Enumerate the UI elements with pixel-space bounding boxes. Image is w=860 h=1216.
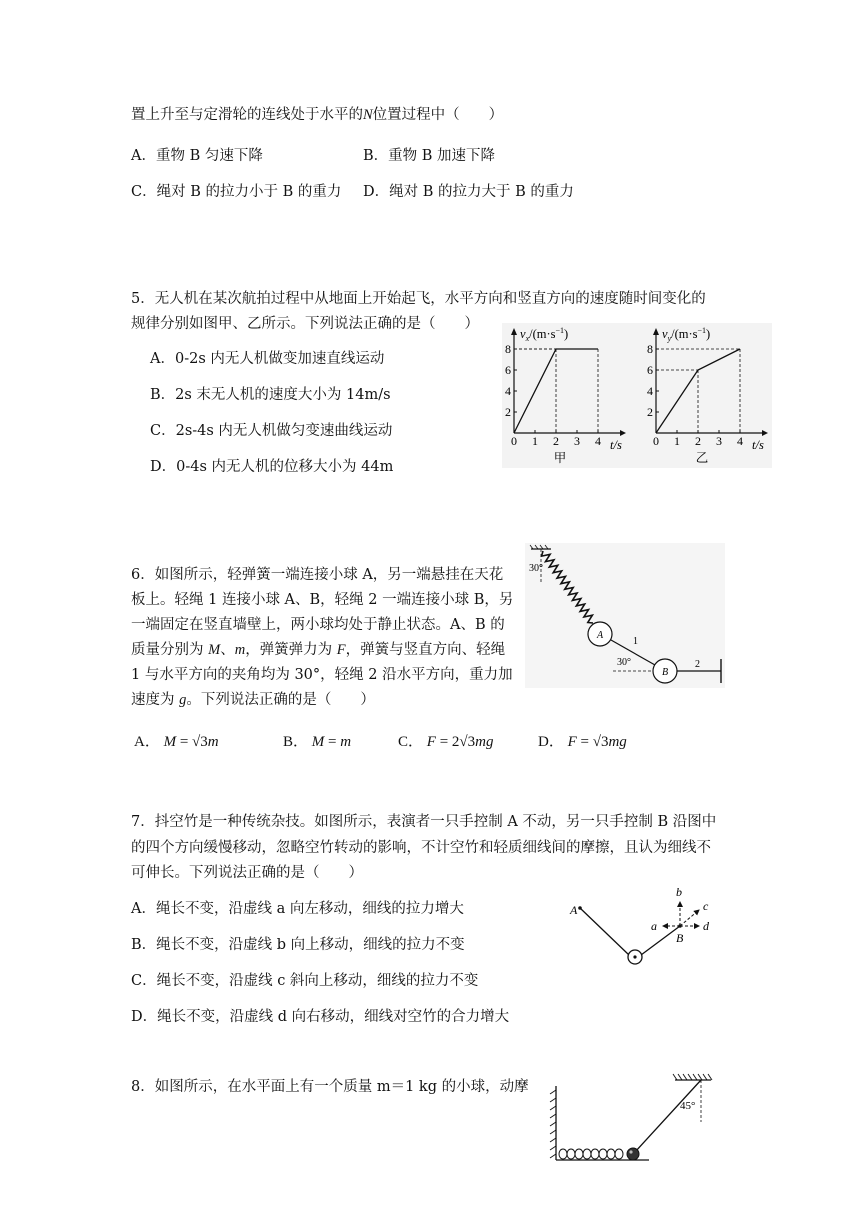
- q5-stem-line2: 规律分别如图甲、乙所示。下列说法正确的是（ ）: [131, 316, 479, 332]
- angle-label: 45°: [680, 1100, 696, 1112]
- graph-caption: 乙: [695, 451, 709, 465]
- string-left: [580, 908, 629, 955]
- ball: [627, 1148, 639, 1160]
- q4-option-c[interactable]: C．绳对 B 的拉力小于 B 的重力: [131, 184, 342, 200]
- x-tick-label: 1: [674, 434, 680, 448]
- q5-graph-background: [502, 323, 772, 468]
- rope: [635, 1080, 701, 1152]
- q4-stem: 置上升至与定滑轮的连线处于水平的N位置过程中（ ）: [131, 107, 504, 123]
- direction-c-label: c: [703, 899, 709, 913]
- x-tick-label: 2: [553, 434, 559, 448]
- q6-line4: 质量分别为 M、m，弹簧弹力为 F，弹簧与竖直方向、轻绳: [131, 642, 506, 658]
- q8-line1: 8．如图所示，在水平面上有一个质量 m＝1 kg 的小球，动摩: [131, 1079, 529, 1095]
- q6-line6: 速度为 g。下列说法正确的是（ ）: [131, 692, 375, 708]
- x-tick-label: 2: [695, 434, 701, 448]
- q6-option-c[interactable]: C． F = 2√3mg: [398, 734, 494, 750]
- q5-option-b[interactable]: B．2s 末无人机的速度大小为 14m/s: [150, 387, 391, 403]
- q7-option-b[interactable]: B．绳长不变，沿虚线 b 向上移动，细线的拉力不变: [131, 937, 465, 953]
- y-tick-label: 4: [647, 384, 653, 398]
- y-tick-label: 6: [647, 363, 653, 377]
- direction-b-label: b: [676, 885, 682, 899]
- ceiling-hatch: [673, 1074, 712, 1080]
- y-tick-label: 4: [505, 384, 511, 398]
- x-tick-label: 4: [737, 434, 743, 448]
- q6-option-b[interactable]: B． M = m: [283, 734, 352, 750]
- q4-option-b[interactable]: B．重物 B 加速下降: [363, 148, 496, 164]
- x-tick-label: 4: [595, 434, 601, 448]
- y-tick-label: 8: [647, 342, 653, 356]
- direction-d-label: d: [703, 919, 709, 933]
- graph-caption: 甲: [553, 451, 567, 465]
- q7-option-d[interactable]: D．绳长不变，沿虚线 d 向右移动，细线对空竹的合力增大: [131, 1009, 510, 1025]
- q8-figure: [545, 1072, 715, 1168]
- q7-line3: 可伸长。下列说法正确的是（ ）: [131, 865, 363, 881]
- q6-line3: 一端固定在竖直墙壁上，两小球均处于静止状态。A、B 的: [131, 617, 505, 633]
- q5-stem-line1: 5．无人机在某次航拍过程中从地面上开始起飞，水平方向和竖直方向的速度随时间变化的: [131, 291, 706, 307]
- q4-option-a[interactable]: A．重物 B 匀速下降: [131, 148, 263, 164]
- y-tick-label: 8: [505, 342, 511, 356]
- q5-option-a[interactable]: A．0-2s 内无人机做变加速直线运动: [150, 351, 385, 367]
- q7-line1: 7．抖空竹是一种传统杂技。如图所示，表演者一只手控制 A 不动，另一只手控制 B 沿图中: [131, 814, 717, 830]
- x-tick-label: 3: [574, 434, 580, 448]
- q6-option-a[interactable]: A． M = √3m: [134, 734, 219, 750]
- ball-highlight: [629, 1150, 632, 1153]
- angle-top-label: 30°: [529, 563, 543, 574]
- q5-velocity-graphs: [502, 323, 772, 468]
- q6-line5: 1 与水平方向的夹角均为 30°，轻绳 2 沿水平方向，重力加: [131, 667, 513, 683]
- q7-figure: [560, 882, 730, 972]
- direction-c-arrow: [680, 910, 699, 926]
- y-tick-label: 2: [647, 405, 653, 419]
- q7-option-a[interactable]: A．绳长不变，沿虚线 a 向左移动，细线的拉力增大: [131, 901, 464, 917]
- wall-hatch: [550, 1090, 556, 1158]
- q6-line2: 板上。轻绳 1 连接小球 A、B，轻绳 2 一端连接小球 B，另: [131, 592, 514, 608]
- point-a-label: A: [570, 903, 578, 917]
- rope-2-label: 2: [695, 659, 700, 670]
- direction-a-label: a: [651, 919, 657, 933]
- x-tick-label: 1: [532, 434, 538, 448]
- point-b-label: B: [676, 931, 684, 945]
- x-tick-label: 0: [653, 434, 659, 448]
- spring: [559, 1149, 623, 1159]
- y-tick-label: 2: [505, 405, 511, 419]
- q6-line1: 6．如图所示，轻弹簧一端连接小球 A，另一端悬挂在天花: [131, 567, 504, 583]
- ball-b-label: B: [661, 667, 669, 678]
- string-right: [641, 926, 680, 955]
- q6-figure: [525, 543, 725, 688]
- rope-1-label: 1: [633, 636, 638, 647]
- q5-option-d[interactable]: D．0-4s 内无人机的位移大小为 44m: [150, 459, 394, 475]
- x-axis-label: t/s: [752, 438, 764, 452]
- y-axis-label: $v_y/(m\cdot s^{-1})$: [662, 326, 711, 343]
- x-tick-label: 0: [511, 434, 517, 448]
- q7-line2: 的四个方向缓慢移动，忽略空竹转动的影响，不计空竹和轻质细线间的摩擦，且认为细线不: [131, 840, 711, 856]
- q4-option-d[interactable]: D．绳对 B 的拉力大于 B 的重力: [363, 184, 574, 200]
- q7-option-c[interactable]: C．绳长不变，沿虚线 c 斜向上移动，细线的拉力不变: [131, 973, 479, 989]
- x-axis-label: t/s: [610, 438, 622, 452]
- x-tick-label: 3: [716, 434, 722, 448]
- q5-option-c[interactable]: C．2s-4s 内无人机做匀变速曲线运动: [150, 423, 393, 439]
- y-tick-label: 6: [505, 363, 511, 377]
- y-axis-label: $v_x/(m\cdot s^{-1})$: [520, 326, 569, 343]
- ball-a-label: A: [596, 630, 604, 641]
- q6-option-d[interactable]: D． F = √3mg: [538, 734, 627, 750]
- angle-mid-label: 30°: [617, 657, 631, 668]
- diabolo-center: [633, 955, 636, 958]
